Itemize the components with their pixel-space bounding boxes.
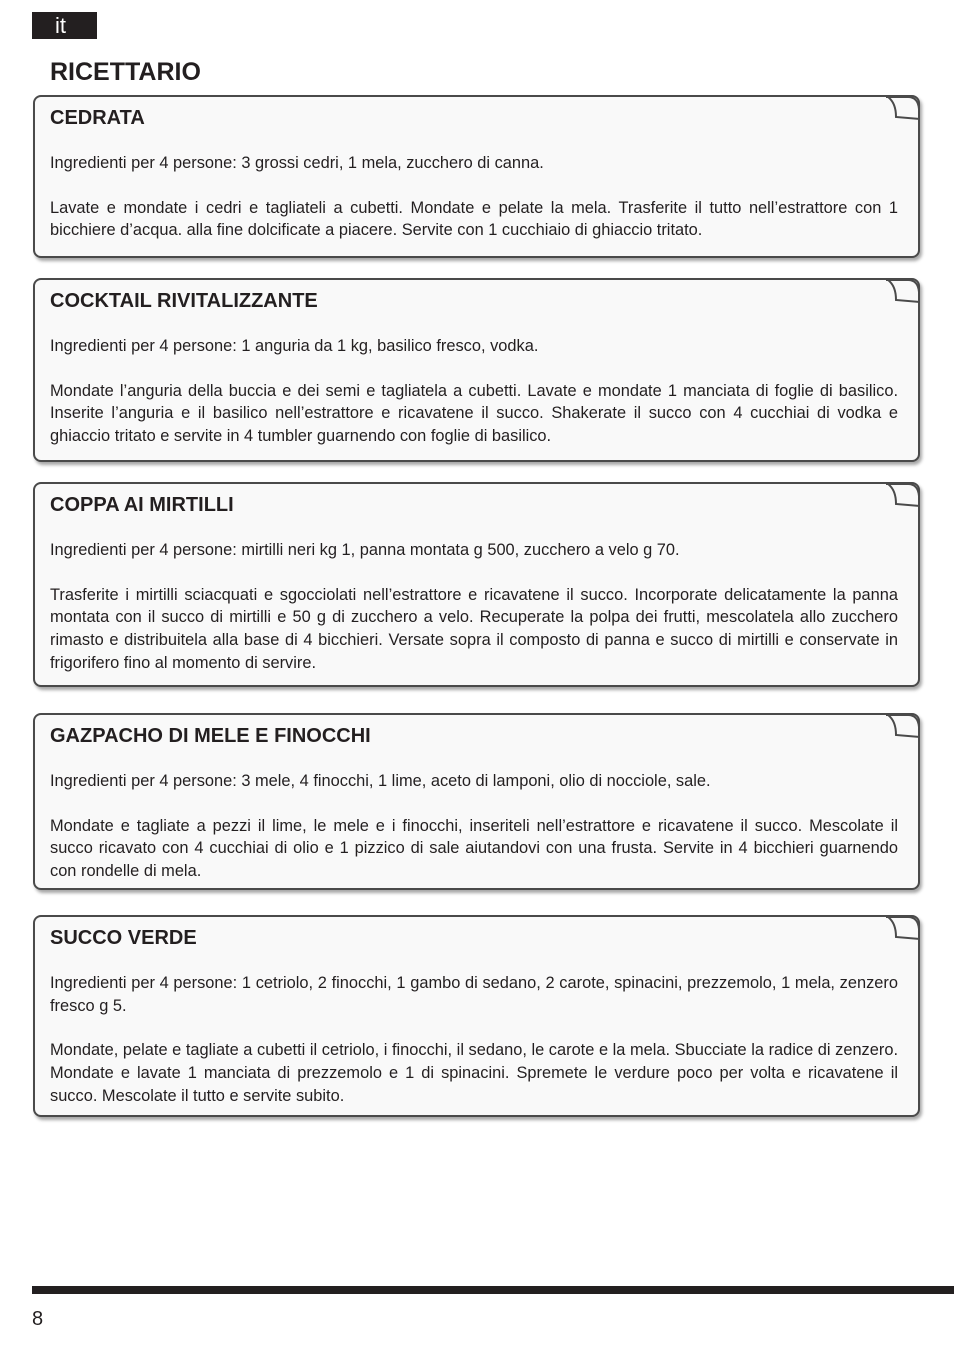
page-number: 8 (32, 1308, 44, 1330)
recipe-ingredients: Ingredienti per 4 persone: 1 anguria da 1 kg, basilico fresco, vodka. (50, 337, 539, 355)
page-title: RICETTARIO (50, 58, 201, 86)
recipe-card-coppa-ai-mirtilli (33, 482, 920, 687)
recipe-title: GAZPACHO DI MELE E FINOCCHI (50, 725, 371, 747)
recipe-method: Trasferite i mirtilli sciacquati e sgocciolati nell’estrattore e ricavatene il succo. Incorporate delicatamente la panna montata con il succo di mirtilli e 50 g di zucchero a velo. Recuperate la polpa dei frutti, mescolatela allo zucchero rimasto e distribuitela alla base di 4 bicchieri. Versate sopra il composto di panna e succo di mirtilli e conservate in frigorifero fino al momento di servire. (50, 585, 898, 672)
recipe-title: COCKTAIL RIVITALIZZANTE (50, 290, 318, 312)
recipe-card-cedrata (33, 95, 920, 258)
recipe-method: Mondate, pelate e tagliate a cubetti il cetriolo, i finocchi, il sedano, le carote e la mela. Sbucciate la radice di zenzero. Mondate e lavate 1 manciata di prezzemolo e 1 di spinacini. Spremete le verdure poco per volta e ricavatene il succo. Mescolate il tutto e servite subito. (50, 1041, 898, 1105)
footer-rule (32, 1286, 954, 1294)
recipe-method: Mondate e tagliate a pezzi il lime, le mele e i finocchi, inseriteli nell’estrattore e ricavatene il succo. Mescolate il succo ricavato con 4 cucchiai di olio e 1 pizzico di sale aiutandovi con una frusta. Servite in 4 bicchieri guarnendo con rondelle di mela. (50, 816, 898, 881)
recipe-card-cocktail-rivitalizzante (33, 278, 920, 462)
page-curl-icon (886, 278, 920, 312)
recipe-ingredients: Ingredienti per 4 persone: 3 grossi cedri, 1 mela, zucchero di canna. (50, 154, 544, 172)
recipe-ingredients: Ingredienti per 4 persone: mirtilli neri kg 1, panna montata g 500, zucchero a velo g 70. (50, 541, 680, 559)
recipe-title: CEDRATA (50, 107, 145, 129)
recipe-method: Mondate l’anguria della buccia e dei semi e tagliatela a cubetti. Lavate e mondate 1 manciata di foglie di basilico. Inserite l’anguria e il basilico nell’estrattore e ricavatene il succo. Shakerate il succo con 4 cucchiai di vodka e ghiaccio tritato e servite in 4 tumbler guarnendo con foglie di basilico. (50, 381, 898, 446)
page-curl-icon (886, 95, 920, 129)
recipe-card-gazpacho-di-mele-e-finocchi (33, 713, 920, 890)
page-curl-icon (886, 713, 920, 747)
page-curl-icon (886, 482, 920, 516)
recipe-card-succo-verde (33, 915, 920, 1117)
language-tag: it (32, 12, 97, 39)
recipe-method: Lavate e mondate i cedri e tagliateli a cubetti. Mondate e pelate la mela. Trasferite il tutto nell’estrattore con 1 bicchiere d’acqua. alla fine dolcificate a piacere. Servite con 1 cucchiaio di ghiaccio tritato. (50, 198, 898, 240)
recipe-title: COPPA AI MIRTILLI (50, 494, 234, 516)
recipe-ingredients: Ingredienti per 4 persone: 3 mele, 4 finocchi, 1 lime, aceto di lamponi, olio di nocciole, sale. (50, 772, 711, 790)
page-curl-icon (886, 915, 920, 949)
recipe-ingredients: Ingredienti per 4 persone: 1 cetriolo, 2 finocchi, 1 gambo di sedano, 2 carote, spinacini, prezzemolo, 1 mela, zenzero fresco g 5. (50, 974, 898, 1015)
recipe-title: SUCCO VERDE (50, 927, 197, 949)
